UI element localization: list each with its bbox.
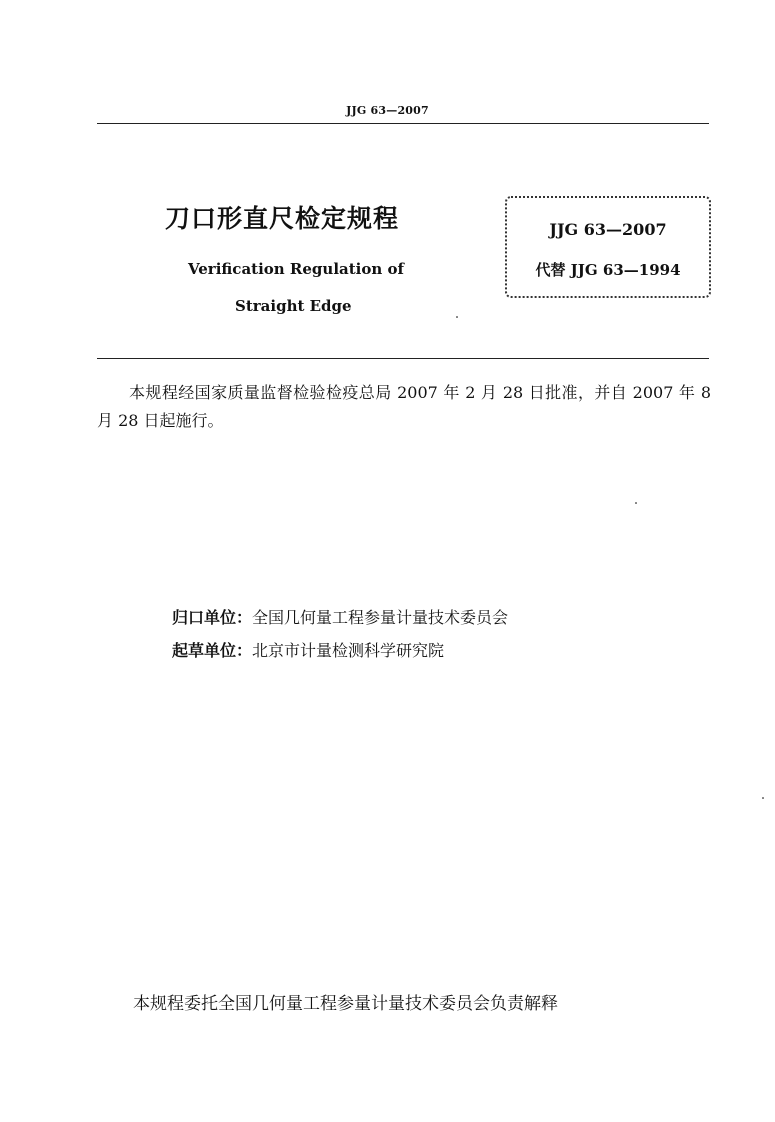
drafting-unit-value: 北京市计量检测科学研究院: [252, 641, 445, 660]
drafting-unit-label: 起草单位：: [172, 641, 253, 660]
standard-code: JJG 63—2007: [549, 220, 667, 239]
responsible-unit-row: [172, 605, 508, 628]
section-rule: [97, 358, 709, 359]
responsible-unit-value: 全国几何量工程参量计量技术委员会: [252, 608, 509, 627]
title-english-line1: Verification Regulation of: [188, 260, 404, 278]
interpretation-note: 本规程委托全国几何量工程参量计量技术委员会负责解释: [133, 994, 558, 1014]
replaces-code: 代替 JJG 63—1994: [535, 261, 681, 279]
title-english-line2: Straight Edge: [235, 297, 352, 315]
approval-statement: 本规程经国家质量监督检验检疫总局 2007 年 2 月 28 日批准，并自 2007 年 8 月 28 日起施行。: [97, 383, 711, 430]
title-chinese: 刀口形直尺检定规程: [165, 204, 400, 233]
standard-code-box: [505, 196, 711, 298]
scan-speck: [456, 316, 458, 318]
header-rule: [97, 123, 709, 124]
drafting-unit-row: [172, 638, 444, 661]
scan-speck: [762, 797, 764, 799]
scan-speck: [635, 502, 637, 504]
responsible-unit-label: 归口单位：: [172, 608, 253, 627]
header-standard-code: JJG 63—2007: [346, 104, 429, 117]
